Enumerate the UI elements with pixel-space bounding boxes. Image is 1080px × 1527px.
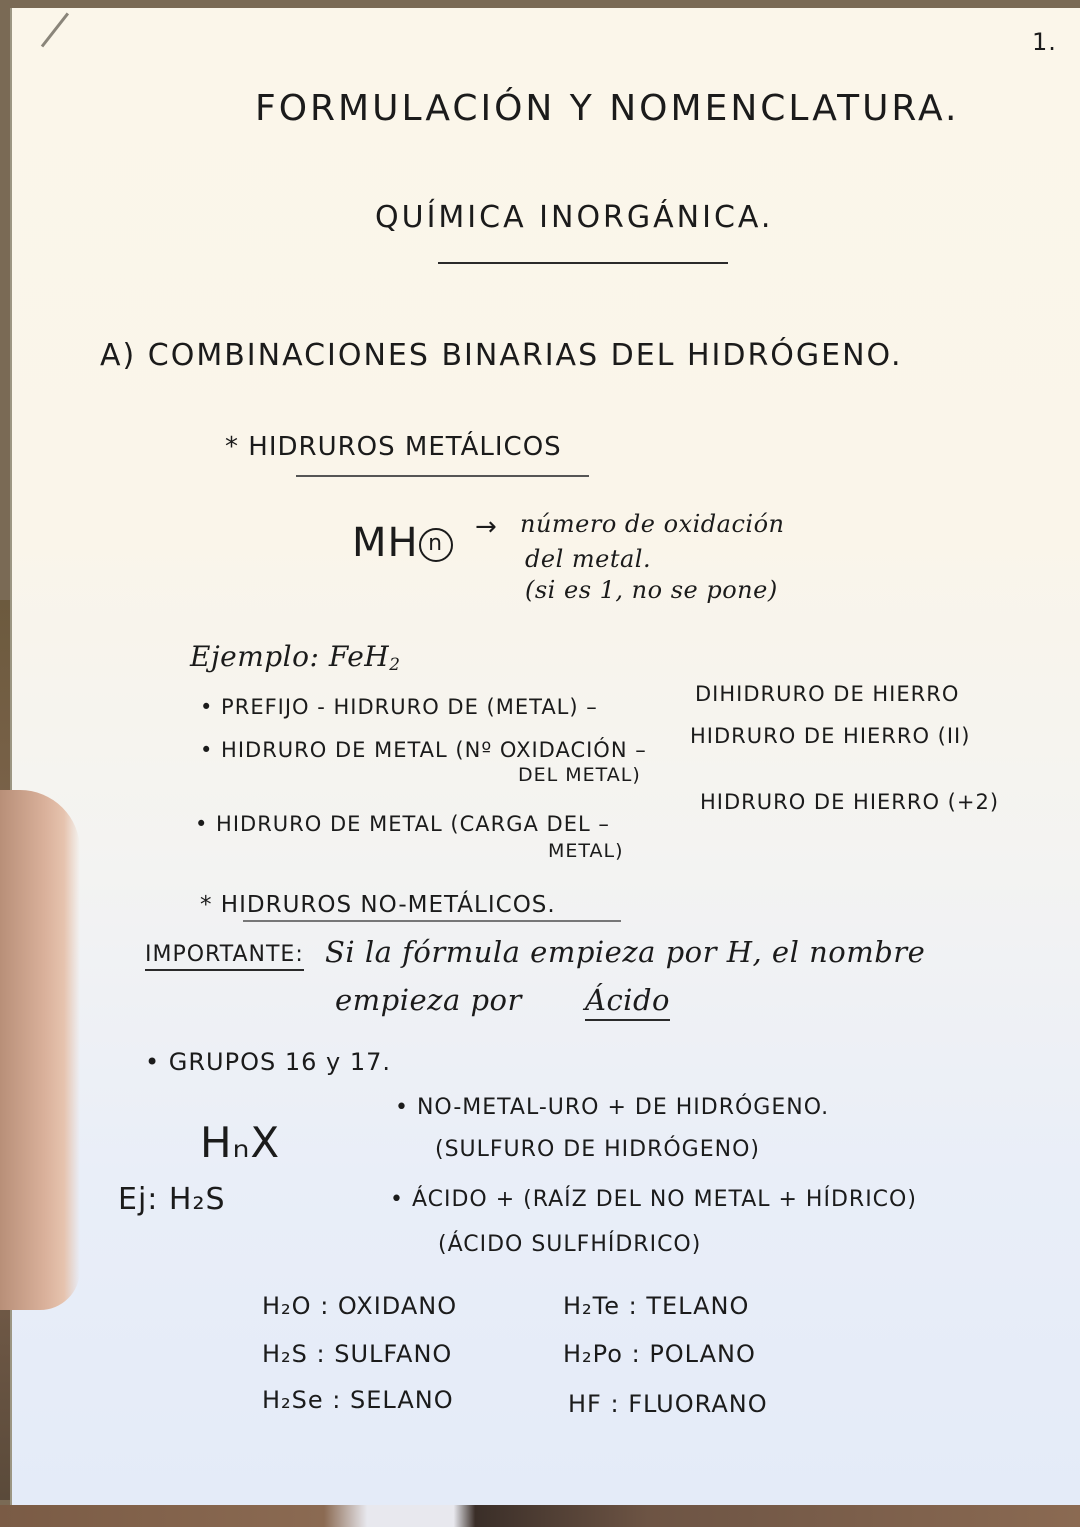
rule-1-left: • PREFIJO - HIDRURO DE (METAL) –: [200, 695, 598, 719]
rule-3-left-cont: METAL): [548, 840, 624, 862]
arrow-icon: →: [475, 512, 498, 542]
rule-3-left: • HIDRURO DE METAL (CARGA DEL –: [195, 812, 610, 836]
formula: H₂Po: [563, 1340, 623, 1368]
groups-label: • GRUPOS 16 y 17.: [145, 1048, 392, 1076]
table-row: H₂Po : POLANO: [563, 1340, 756, 1368]
general-formula: HₙX: [200, 1118, 281, 1167]
nonmetal-example: Ej: H₂S: [118, 1182, 226, 1217]
metal-hydrides-heading: * HIDRUROS METÁLICOS: [225, 432, 562, 462]
rule-2-right: HIDRURO DE HIERRO (II): [690, 724, 971, 748]
important-text: Si la fórmula empieza por H, el nombre: [325, 935, 926, 969]
index-circle: n: [419, 528, 453, 562]
nonmetal-hydrides-heading: * HIDRUROS NO-METÁLICOS.: [200, 892, 556, 918]
formula: HF: [568, 1390, 602, 1418]
table-row: H₂Se : SELANO: [262, 1386, 454, 1414]
formula-base: MH: [352, 520, 419, 566]
example-label: [190, 640, 400, 674]
name: SULFANO: [334, 1340, 453, 1368]
subtitle-underline: [438, 262, 728, 264]
table-row: H₂O : OXIDANO: [262, 1292, 458, 1320]
formula: H₂Se: [262, 1386, 324, 1414]
rule-3-right: HIDRURO DE HIERRO (+2): [700, 790, 1000, 814]
rule-1-right: DIHIDRURO DE HIERRO: [695, 682, 960, 706]
name: FLUORANO: [628, 1390, 768, 1418]
naming-rule-1-example: (SULFURO DE HIDRÓGENO): [435, 1137, 760, 1162]
metal-hydrides-underline: [296, 475, 589, 477]
example-text: Ejemplo: FeH: [190, 640, 390, 673]
formula: H₂S: [262, 1340, 308, 1368]
note-line: número de oxidación: [520, 510, 785, 538]
holding-hand: [0, 790, 80, 1310]
rule-2-left: • HIDRURO DE METAL (Nº OXIDACIÓN –: [200, 738, 647, 762]
section-a-heading: A) COMBINACIONES BINARIAS DEL HIDRÓGENO.: [100, 338, 903, 373]
note-line: del metal.: [525, 545, 652, 573]
table-row: HF : FLUORANO: [568, 1390, 768, 1418]
page-subtitle: QUÍMICA INORGÁNICA.: [375, 200, 774, 235]
nonmetal-hydrides-underline: [243, 920, 621, 922]
name: OXIDANO: [337, 1292, 458, 1320]
name: TELANO: [646, 1292, 750, 1320]
metal-hydride-formula: [352, 520, 453, 566]
naming-rule-2-example: (ÁCIDO SULFHÍDRICO): [438, 1232, 702, 1257]
formula: H₂O: [262, 1292, 312, 1320]
name: POLANO: [649, 1340, 756, 1368]
naming-rule-1: • NO-METAL-URO + DE HIDRÓGENO.: [395, 1095, 830, 1120]
note-line: (si es 1, no se pone): [525, 576, 778, 604]
formula: H₂Te: [563, 1292, 621, 1320]
important-keyword: Ácido: [585, 983, 670, 1021]
bottom-background: [0, 1505, 1080, 1527]
example-subscript: 2: [389, 654, 401, 675]
important-text-2: empieza por: [335, 983, 522, 1017]
page-number: 1.: [1032, 28, 1057, 56]
rule-2-left-cont: DEL METAL): [518, 764, 641, 786]
naming-rule-2: • ÁCIDO + (RAÍZ DEL NO METAL + HÍDRICO): [390, 1187, 917, 1212]
important-label: IMPORTANTE:: [145, 942, 304, 971]
name: SELANO: [350, 1386, 454, 1414]
page-title: FORMULACIÓN Y NOMENCLATURA.: [255, 88, 960, 129]
table-row: H₂Te : TELANO: [563, 1292, 750, 1320]
table-row: H₂S : SULFANO: [262, 1340, 453, 1368]
